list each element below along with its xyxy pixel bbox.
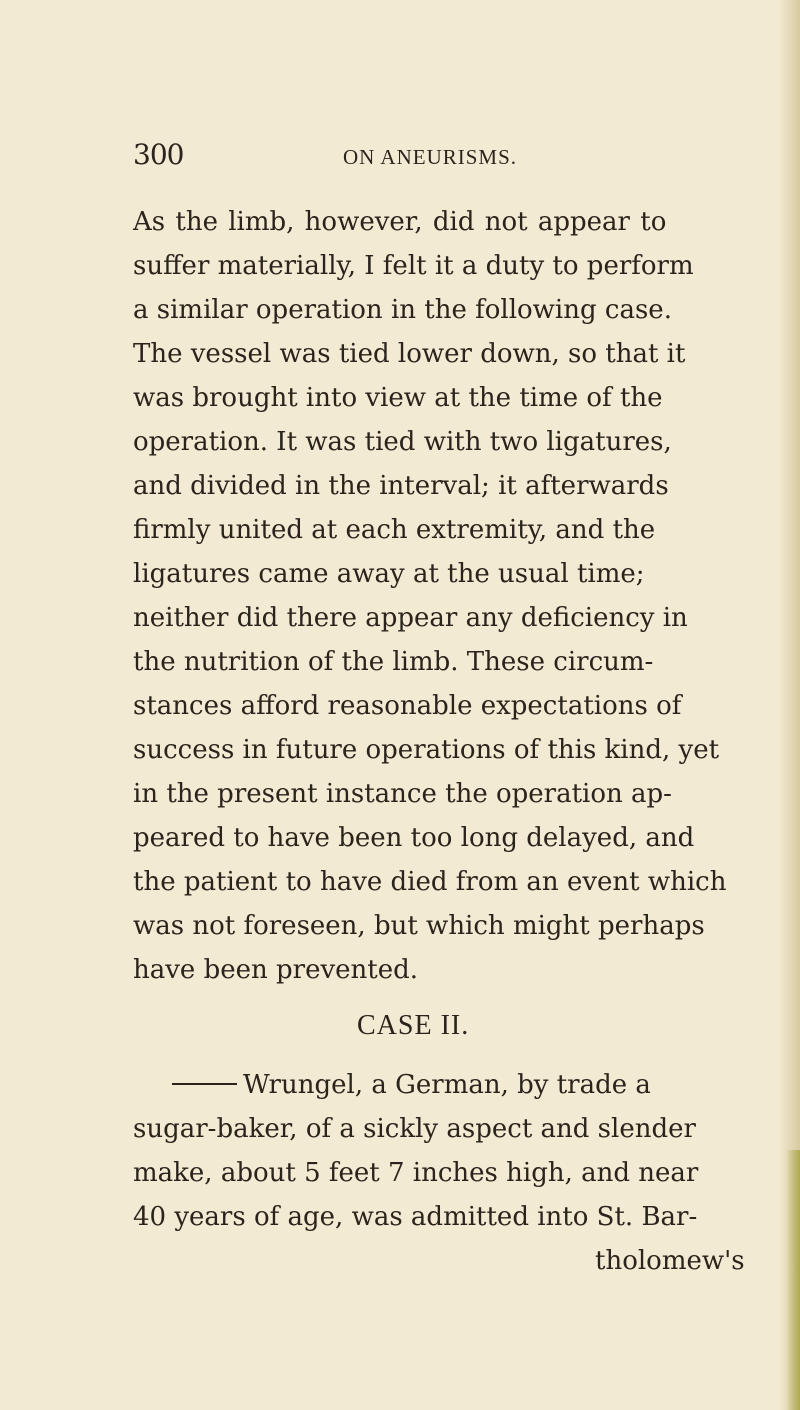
text-line: 40 years of age, was admitted into St. Bar- xyxy=(133,1202,698,1232)
text-line: firmly united at each extremity, and the xyxy=(133,515,656,545)
text-line: sugar-baker, of a sickly aspect and slender xyxy=(133,1114,696,1144)
running-title: ON ANEURISMS. xyxy=(343,145,518,169)
text-line: and divided in the interval; it afterwards xyxy=(133,471,669,501)
text-line: success in future operations of this kind, yet xyxy=(133,735,720,765)
text-line: As the limb, however, did not appear to xyxy=(133,207,667,237)
text-line: operation. It was tied with two ligatures, xyxy=(133,427,672,457)
case-first-line xyxy=(172,1070,651,1100)
page-edge-stain xyxy=(786,1150,800,1410)
text-line: was brought into view at the time of the xyxy=(133,383,663,413)
name-dash xyxy=(172,1083,237,1085)
text-line: The vessel was tied lower down, so that it xyxy=(133,339,686,369)
catchword: tholomew's xyxy=(595,1246,745,1276)
text-line: peared to have been too long delayed, and xyxy=(133,823,695,853)
text-line: was not foreseen, but which might perhaps xyxy=(133,911,705,941)
case-first-line-text: Wrungel, a German, by trade a xyxy=(243,1070,651,1100)
text-line: stances afford reasonable expectations of xyxy=(133,691,682,721)
case-heading: CASE II. xyxy=(357,1010,470,1041)
text-line: suffer materially, I felt it a duty to perform xyxy=(133,251,694,281)
text-line: in the present instance the operation ap- xyxy=(133,779,672,809)
text-line: the patient to have died from an event which xyxy=(133,867,727,897)
text-line: a similar operation in the following case. xyxy=(133,295,672,325)
text-line: make, about 5 feet 7 inches high, and near xyxy=(133,1158,699,1188)
text-line: ligatures came away at the usual time; xyxy=(133,559,645,589)
text-line: the nutrition of the limb. These circum- xyxy=(133,647,654,677)
text-line: neither did there appear any deficiency in xyxy=(133,603,688,633)
page-number: 300 xyxy=(133,138,184,171)
text-line: have been prevented. xyxy=(133,955,419,985)
